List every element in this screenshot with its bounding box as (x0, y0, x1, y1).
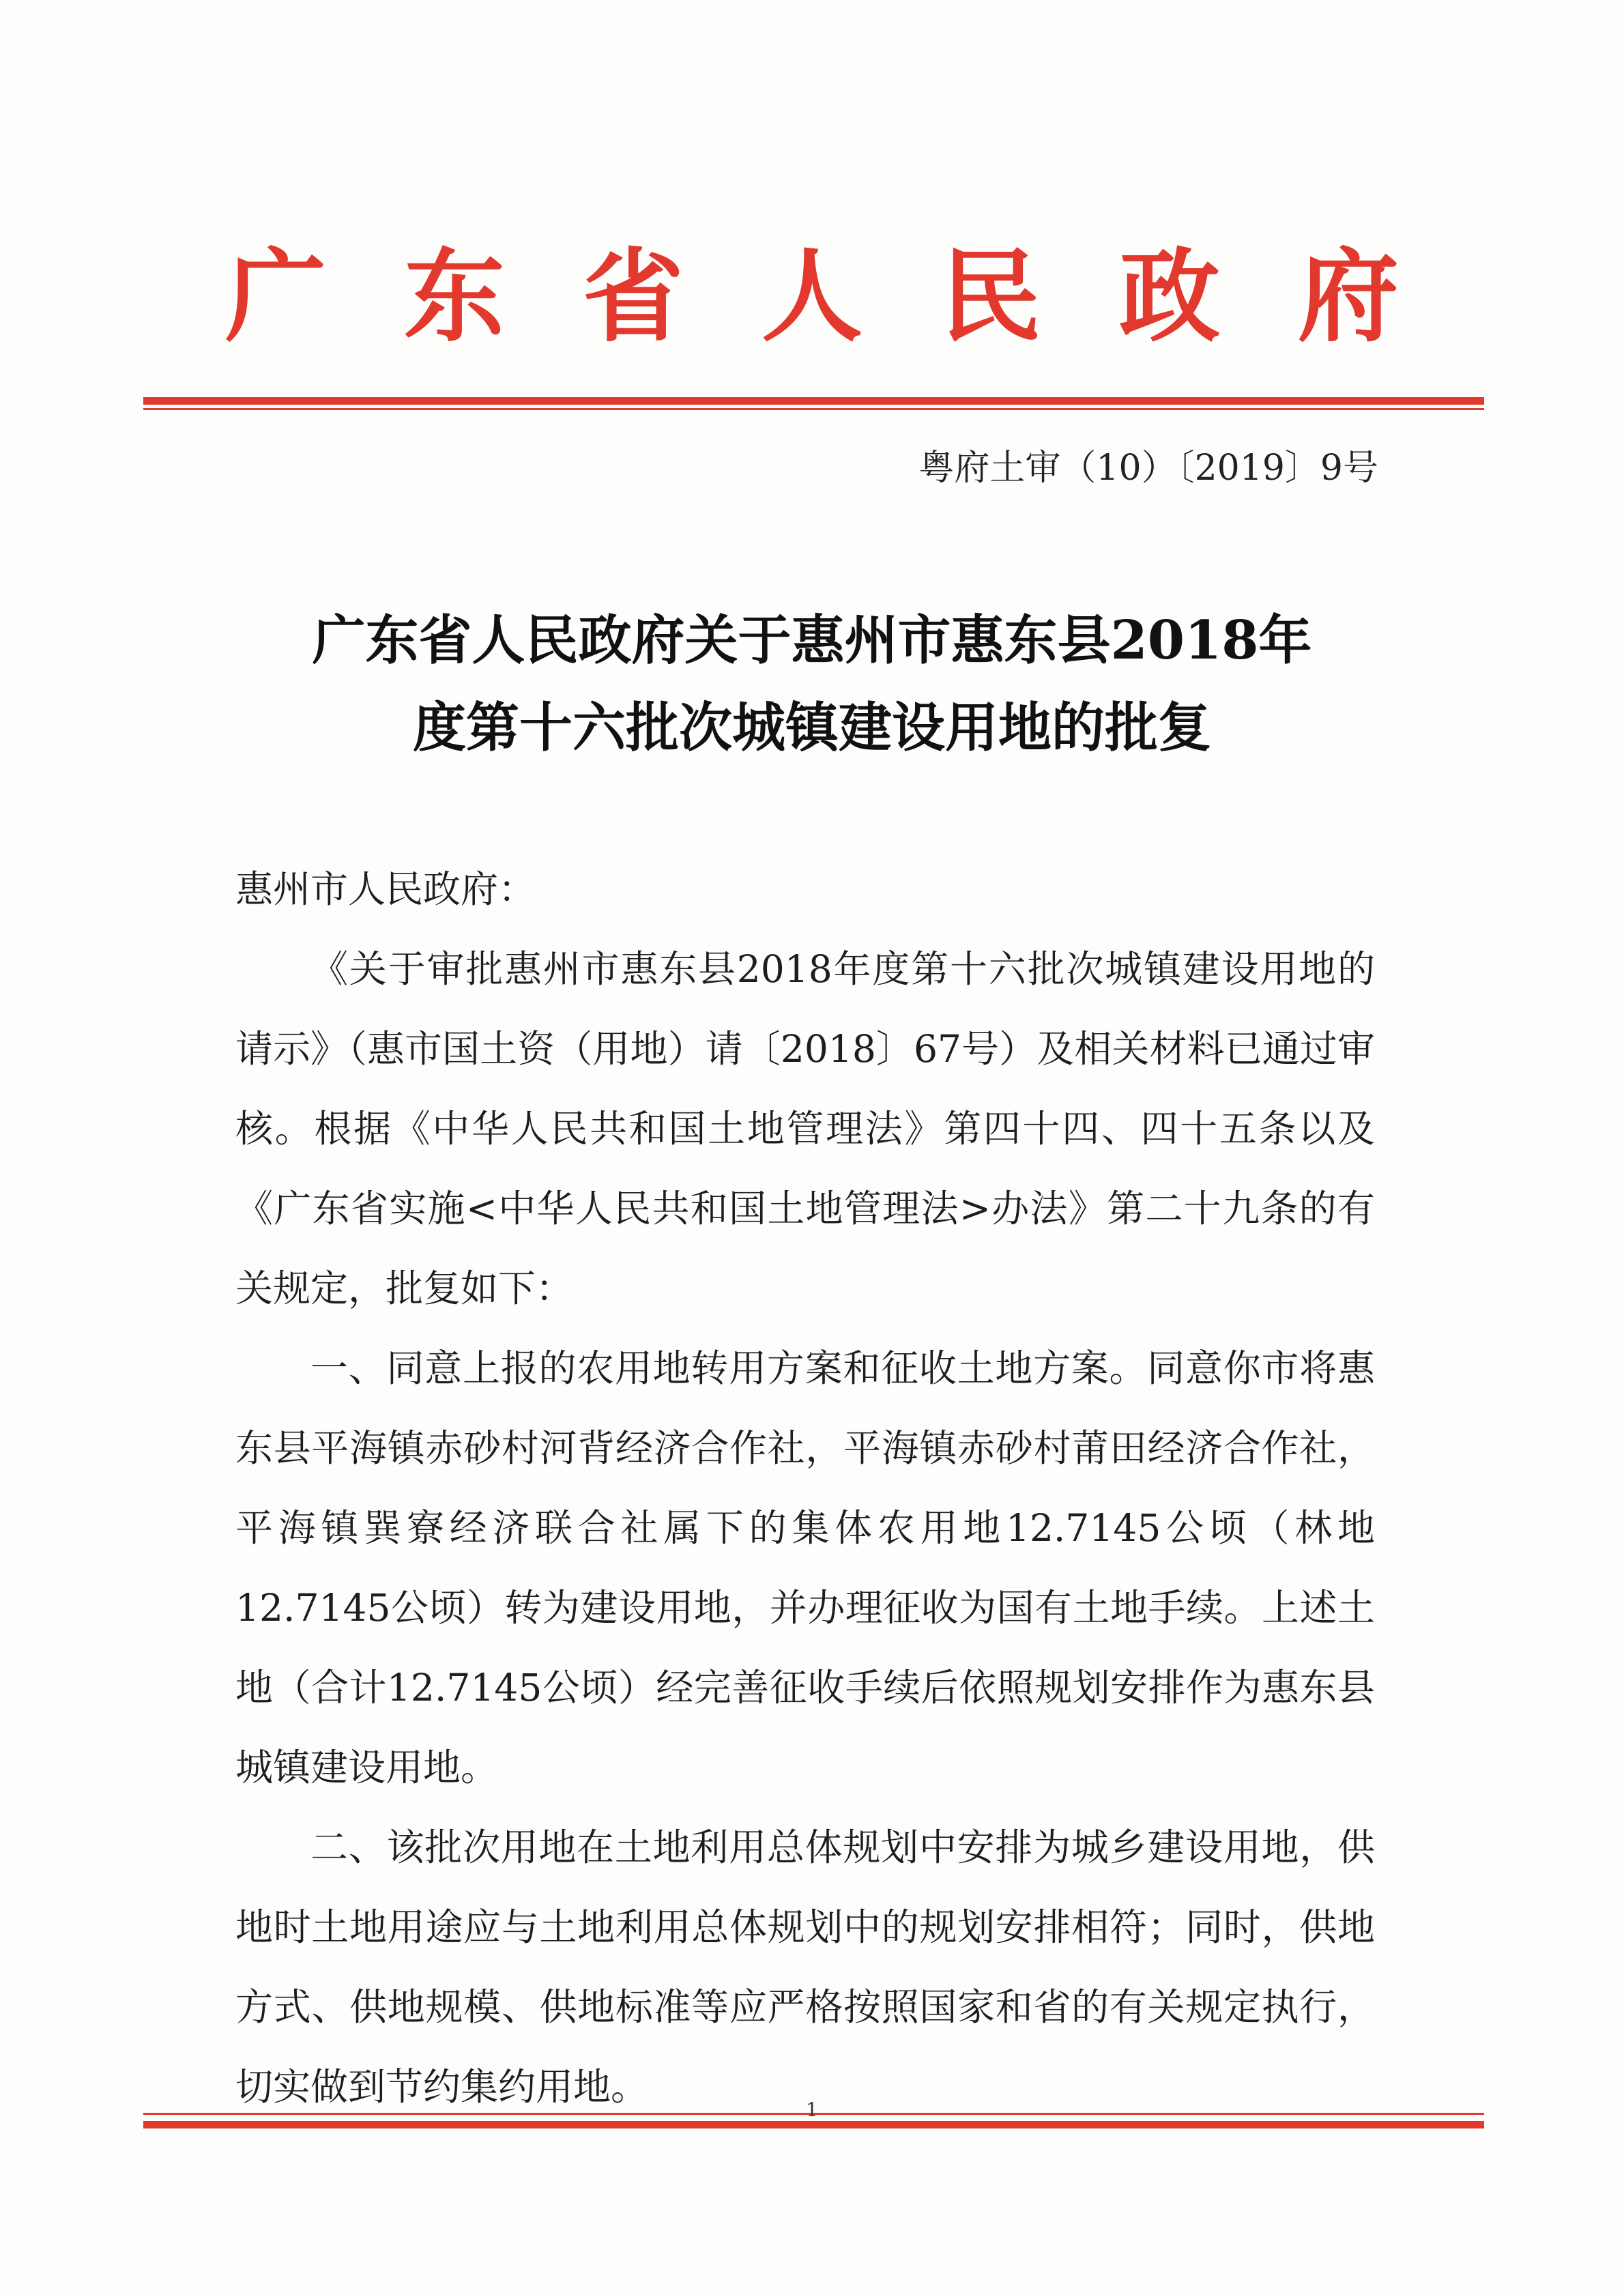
document-number: 粤府土审（10）〔2019〕9号 (918, 448, 1378, 489)
document-body (235, 850, 1375, 2127)
salutation: 惠州市人民政府： (235, 867, 536, 911)
title-line-1: 广东省人民政府关于惠州市惠东县2018年 (312, 609, 1312, 672)
document-title (205, 597, 1419, 772)
issuer-char: 民 (940, 238, 1041, 356)
issuer-char: 省 (583, 238, 684, 356)
issuer-char: 政 (1119, 238, 1220, 356)
body-paragraph: 二、该批次用地在土地利用总体规划中安排为城乡建设用地，供地时土地用途应与土地利用总体规划中的规划安排相符；同时，供地方式、供地规模、供地标准等应严格按照国家和省的有关规定执行，切实做到节约集约用地。 (235, 1825, 1375, 2109)
page-number: 1 (806, 2098, 818, 2121)
header-red-rule-thin (143, 408, 1484, 410)
issuer-char: 人 (762, 238, 862, 356)
header-red-rule-thick (143, 397, 1484, 405)
issuer-char: 广 (225, 238, 326, 356)
issuer-header (225, 229, 1399, 365)
body-paragraph: 《关于审批惠州市惠东县2018年度第十六批次城镇建设用地的请示》（惠市国土资（用地）请〔2018〕67号）及相关材料已通过审核。根据《中华人民共和国土地管理法》第四十四、四十五条以及《广东省实施<中华人民共和国土地管理法>办法》第二十九条的有关规定，批复如下： (235, 947, 1375, 1310)
issuer-char: 东 (404, 238, 505, 356)
footer-red-rule-thick (143, 2121, 1484, 2128)
issuer-char: 府 (1298, 238, 1399, 356)
title-line-2: 度第十六批次城镇建设用地的批复 (412, 697, 1211, 759)
body-paragraph: 一、同意上报的农用地转用方案和征收土地方案。同意你市将惠东县平海镇赤砂村河背经济合作社，平海镇赤砂村莆田经济合作社，平海镇巽寮经济联合社属下的集体农用地12.7145公顷（林地12.7145公顷）转为建设用地，并办理征收为国有土地手续。上述土地（合计12.7145公顷）经完善征收手续后依照规划安排作为惠东县城镇建设用地。 (235, 1346, 1375, 1789)
